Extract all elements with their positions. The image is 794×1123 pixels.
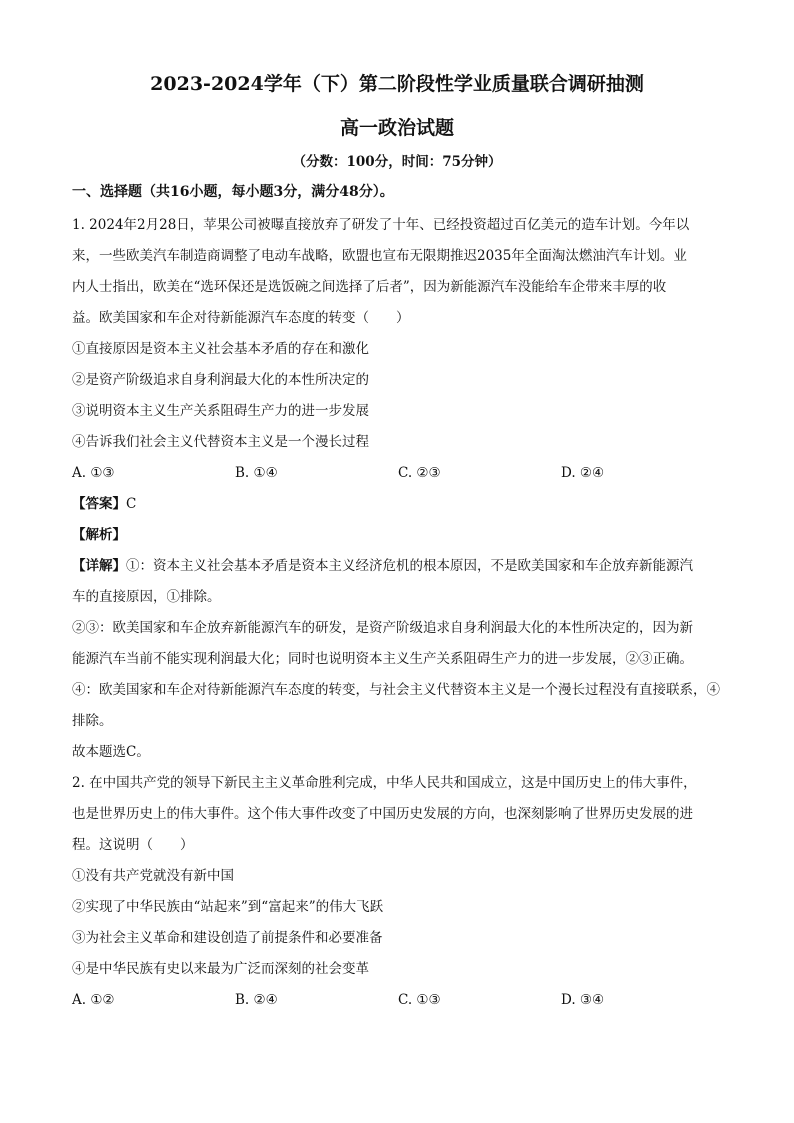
q1-detail-line: ②③：欧美国家和车企放弃新能源汽车的研发，是资产阶级追求自身利润最大化的本性所决定的，因为新 — [72, 620, 693, 636]
q1-statement: ③说明资本主义生产关系阻碍生产力的进一步发展 — [72, 403, 369, 419]
q2-stem-line: 2. 在中国共产党的领导下新民主主义革命胜利完成，中华人民共和国成立，这是中国历史上的伟大事件， — [72, 775, 697, 791]
q1-detail-line: 故本题选C。 — [72, 744, 150, 760]
q1-option-b: B. ①④ — [235, 465, 278, 481]
q1-statement: ①直接原因是资本主义社会基本矛盾的存在和激化 — [72, 341, 369, 357]
q1-detail-line: 能源汽车当前不能实现利润最大化；同时也说明资本主义生产关系阻碍生产力的进一步发展，②③正确。 — [72, 651, 693, 667]
q1-detail-line: ④：欧美国家和车企对待新能源汽车态度的转变，与社会主义代替资本主义是一个漫长过程没有直接联系，④ — [72, 682, 720, 698]
q1-analysis — [72, 520, 742, 551]
q1-stem-line: 1. 2024年2月28日，苹果公司被曝直接放弃了研发了十年、已经投资超过百亿美元的造车计划。今年以 — [72, 217, 690, 233]
answer-value: C — [126, 496, 137, 512]
section-heading: 一、选择题（共16小题，每小题3分，满分48分）。 — [72, 184, 394, 200]
q2-statement: ②实现了中华民族由“站起来”到“富起来”的伟大飞跃 — [72, 899, 384, 915]
q1-answer — [72, 489, 742, 520]
q1-options — [72, 458, 742, 489]
exam-subject: 高一政治试题 — [339, 117, 454, 139]
detail-tag: 【详解】 — [72, 558, 126, 574]
q1-stem-line: 来，一些欧美汽车制造商调整了电动车战略，欧盟也宣布无限期推迟2035年全面淘汰燃油汽车计划。业 — [72, 248, 687, 264]
q2-statement: ④是中华民族有史以来最为广泛而深刻的社会变革 — [72, 961, 369, 977]
q1-stem-line: 内人士指出，欧美在“选环保还是选饭碗之间选择了后者”，因为新能源汽车没能给车企带来丰厚的收 — [72, 279, 667, 295]
q1-stem-line: 益。欧美国家和车企对待新能源汽车态度的转变（ ） — [72, 310, 410, 326]
q2-statement: ③为社会主义革命和建设创造了前提条件和必要准备 — [72, 930, 383, 946]
exam-title: 2023-2024学年（下）第二阶段性学业质量联合调研抽测 — [150, 73, 644, 95]
q1-statement: ④告诉我们社会主义代替资本主义是一个漫长过程 — [72, 434, 369, 450]
q2-option-a: A. ①② — [72, 992, 115, 1008]
q2-options — [72, 985, 742, 1016]
q2-option-b: B. ②④ — [235, 992, 278, 1008]
q1-detail-line — [72, 551, 742, 582]
q2-option-c: C. ①③ — [398, 992, 441, 1008]
question-body — [72, 210, 742, 1016]
q1-option-c: C. ②③ — [398, 465, 441, 481]
analysis-tag: 【解析】 — [72, 527, 126, 543]
q2-stem-line: 也是世界历史上的伟大事件。这个伟大事件改变了中国历史发展的方向，也深刻影响了世界历史发展的进 — [72, 806, 693, 822]
q1-option-a: A. ①③ — [72, 465, 115, 481]
q2-statement: ①没有共产党就没有新中国 — [72, 868, 234, 884]
q1-detail-line: 车的直接原因，①排除。 — [72, 589, 221, 605]
detail-text: ①：资本主义社会基本矛盾是资本主义经济危机的根本原因，不是欧美国家和车企放弃新能源汽 — [126, 558, 693, 574]
q1-option-d: D. ②④ — [561, 465, 605, 481]
exam-info: （分数：100分，时间：75分钟） — [292, 154, 502, 170]
q2-stem-line: 程。这说明（ ） — [72, 837, 194, 853]
answer-tag: 【答案】 — [72, 496, 126, 512]
q1-statement: ②是资产阶级追求自身利润最大化的本性所决定的 — [72, 372, 369, 388]
q1-detail-line: 排除。 — [72, 713, 113, 729]
q2-option-d: D. ③④ — [561, 992, 605, 1008]
